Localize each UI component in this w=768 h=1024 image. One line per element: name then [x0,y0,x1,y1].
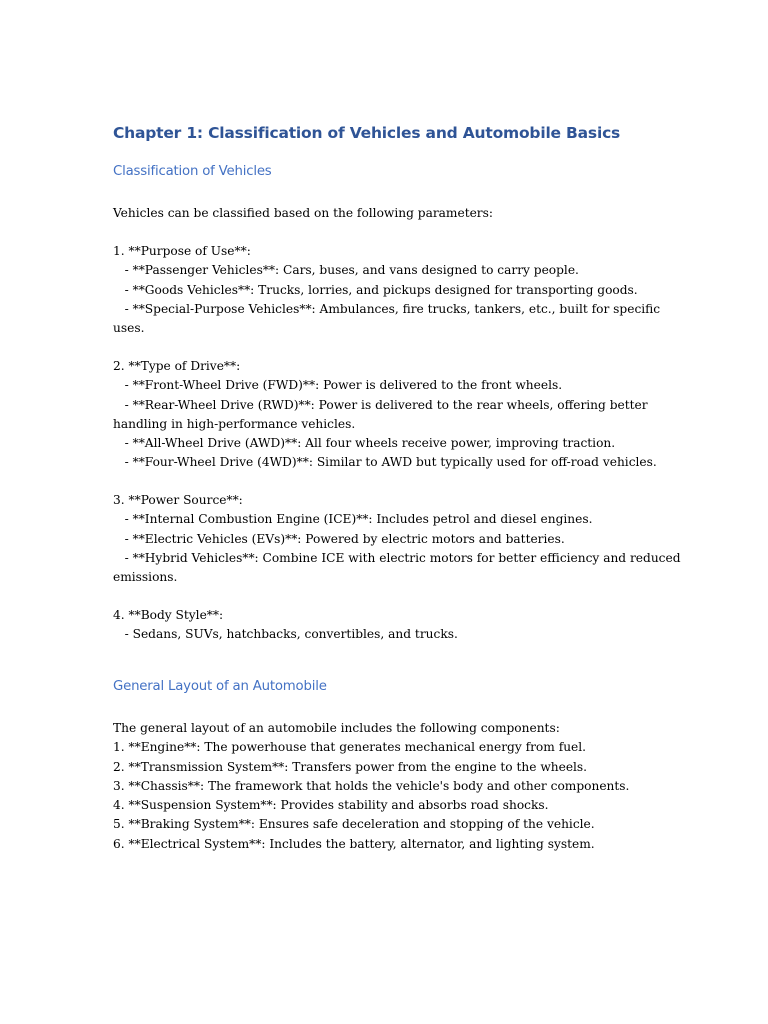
chapter-title: Chapter 1: Classification of Vehicles and Automobile Basics [113,124,621,142]
text-line: - **Electric Vehicles (EVs)**: Powered by electric motors and batteries. [113,531,565,546]
section-heading-classification: Classification of Vehicles [113,164,272,179]
list-block-components [113,719,629,854]
section-heading-general-layout: General Layout of an Automobile [113,679,327,694]
text-line: - Sedans, SUVs, hatchbacks, convertibles, and trucks. [113,627,458,642]
text-line: 3. **Power Source**: [113,493,243,507]
text-line: 1. **Purpose of Use**: [113,244,251,258]
text-line: 3. **Chassis**: The framework that holds the vehicle's body and other components. [113,778,630,793]
text-line: Vehicles can be classified based on the following parameters: [113,206,493,220]
text-line: - **Hybrid Vehicles**: Combine ICE with electric motors for better efficiency and reduced [113,550,681,565]
intro-paragraph [113,204,493,223]
text-line: uses. [113,321,145,336]
text-line: 4. **Body Style**: [113,608,224,622]
text-line: 2. **Type of Drive**: [113,359,241,373]
text-line: - **Rear-Wheel Drive (RWD)**: Power is delivered to the rear wheels, offering better [113,397,648,412]
text-line: 4. **Suspension System**: Provides stability and absorbs road shocks. [113,798,549,813]
text-line: 2. **Transmission System**: Transfers power from the engine to the wheels. [113,759,588,774]
text-line: - **Goods Vehicles**: Trucks, lorries, and pickups designed for transporting goods. [113,282,638,297]
list-block-body-style [113,606,458,645]
list-block-purpose-of-use [113,242,660,338]
text-line: 1. **Engine**: The powerhouse that generates mechanical energy from fuel. [113,740,587,755]
text-line: The general layout of an automobile includes the following components: [113,721,560,735]
text-line: emissions. [113,570,178,585]
text-line: - **Special-Purpose Vehicles**: Ambulances, fire trucks, tankers, etc., built for specific [113,301,661,316]
text-line: - **Four-Wheel Drive (4WD)**: Similar to AWD but typically used for off-road vehicles. [113,455,657,470]
text-line: 6. **Electrical System**: Includes the battery, alternator, and lighting system. [113,836,595,851]
text-line: handling in high-performance vehicles. [113,416,356,431]
list-block-power-source [113,491,681,587]
text-line: 5. **Braking System**: Ensures safe deceleration and stopping of the vehicle. [113,817,595,832]
text-line: - **Front-Wheel Drive (FWD)**: Power is delivered to the front wheels. [113,378,563,393]
list-block-type-of-drive [113,357,657,473]
text-line: - **Passenger Vehicles**: Cars, buses, and vans designed to carry people. [113,263,579,278]
text-line: - **Internal Combustion Engine (ICE)**: Includes petrol and diesel engines. [113,512,593,527]
text-line: - **All-Wheel Drive (AWD)**: All four wheels receive power, improving traction. [113,436,616,451]
